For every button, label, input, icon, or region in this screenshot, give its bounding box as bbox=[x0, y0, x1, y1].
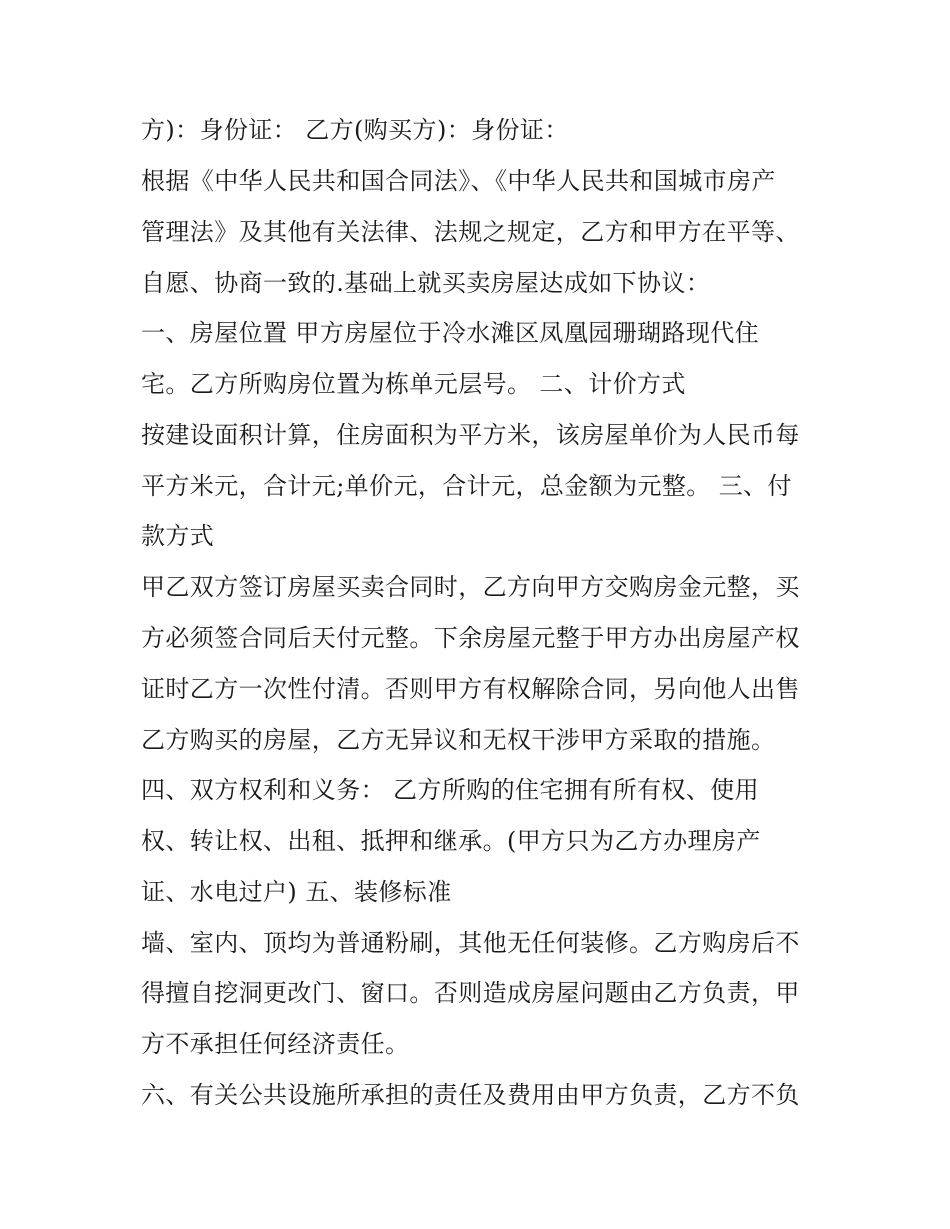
text-line-9: 款方式 bbox=[141, 522, 215, 550]
text-line-4: 自愿、协商一致的.基础上就买卖房屋达成如下协议： bbox=[141, 269, 711, 297]
text-line-18: 得擅自挖洞更改门、窗口。否则造成房屋问题由乙方负责，甲 bbox=[141, 979, 800, 1007]
text-line-11: 方必须签合同后天付元整。下余房屋元整于甲方办出房屋产权 bbox=[141, 624, 800, 652]
text-line-1: 方)：身份证： 乙方(购买方)：身份证： bbox=[141, 116, 569, 144]
text-line-17: 墙、室内、顶均为普通粉刷，其他无任何装修。乙方购房后不 bbox=[141, 929, 800, 957]
text-line-20: 六、有关公共设施所承担的责任及费用由甲方负责，乙方不负 bbox=[141, 1081, 800, 1109]
text-line-16: 证、水电过户) 五、装修标准 bbox=[141, 878, 452, 906]
text-line-2: 根据《中华人民共和国合同法》、《中华人民共和国城市房产 bbox=[141, 167, 776, 195]
text-line-14: 四、双方权利和义务： 乙方所购的住宅拥有所有权、使用 bbox=[141, 776, 760, 804]
text-line-13: 乙方购买的房屋，乙方无异议和无权干涉甲方采取的措施。 bbox=[141, 726, 776, 754]
text-line-3: 管理法》及其他有关法律、法规之规定，乙方和甲方在平等、 bbox=[141, 218, 800, 246]
text-line-10: 甲乙双方签订房屋买卖合同时，乙方向甲方交购房金元整，买 bbox=[141, 573, 800, 601]
text-line-15: 权、转让权、出租、抵押和继承。(甲方只为乙方办理房产 bbox=[141, 827, 761, 855]
text-line-8: 平方米元，合计元;单价元，合计元，总金额为元整。 三、付 bbox=[141, 472, 792, 500]
text-line-12: 证时乙方一次性付清。否则甲方有权解除合同，另向他人出售 bbox=[141, 675, 800, 703]
text-line-6: 宅。乙方所购房位置为栋单元层号。 二、计价方式 bbox=[141, 370, 686, 398]
text-line-19: 方不承担任何经济责任。 bbox=[141, 1030, 410, 1058]
text-line-7: 按建设面积计算，住房面积为平方米，该房屋单价为人民币每 bbox=[141, 421, 800, 449]
text-line-5: 一、房屋位置 甲方房屋位于冷水滩区凤凰园珊瑚路现代住 bbox=[141, 319, 760, 347]
